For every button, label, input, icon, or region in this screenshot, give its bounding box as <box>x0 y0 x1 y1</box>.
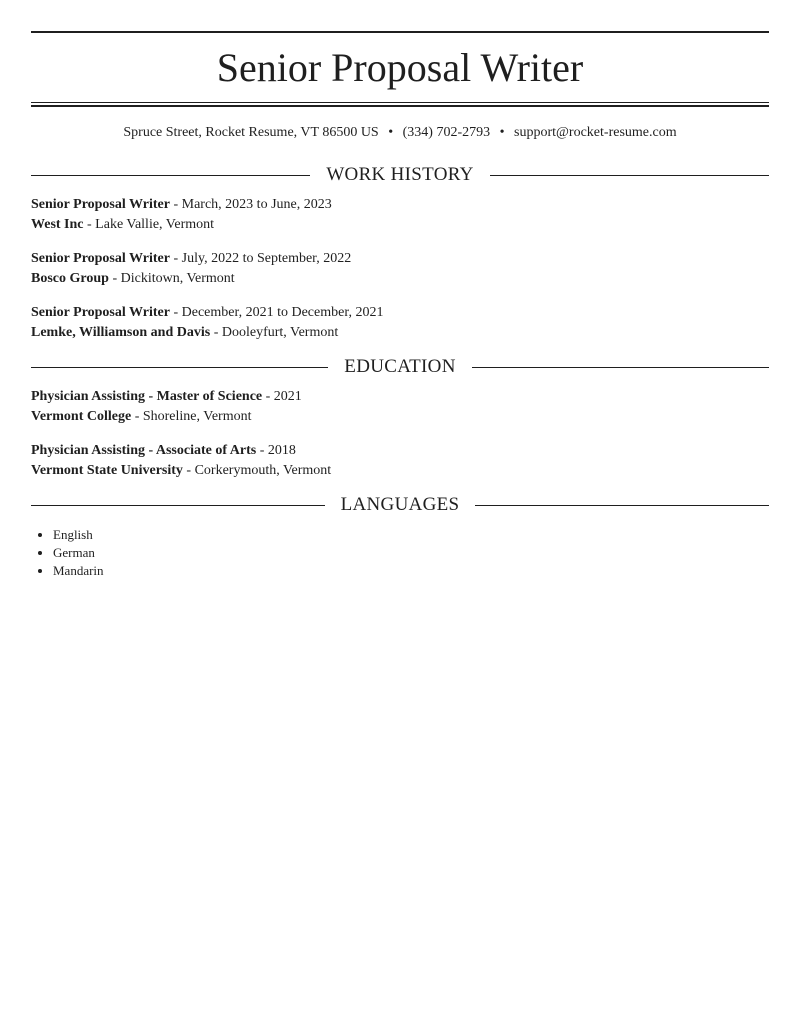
education-entry-heading <box>31 387 769 407</box>
dash: - <box>134 409 140 424</box>
work-entry-3 <box>31 303 769 343</box>
section-rule-right <box>490 175 769 176</box>
education-entry-heading <box>31 441 769 461</box>
section-rule-right <box>472 367 769 368</box>
education-entry-school <box>31 407 769 427</box>
school-location: Shoreline, Vermont <box>142 409 252 424</box>
job-title: Senior Proposal Writer <box>31 305 170 320</box>
employer-name: Bosco Group <box>31 271 109 286</box>
school-name: Vermont State University <box>31 463 183 478</box>
work-entry-1 <box>31 195 769 235</box>
language-list <box>31 526 104 580</box>
degree: Physician Assisting - Associate of Arts <box>31 443 257 458</box>
dash: - <box>87 217 92 232</box>
work-entry-2 <box>31 249 769 289</box>
job-dates: March, 2023 to June, 2023 <box>181 197 332 212</box>
section-rule-left <box>31 505 325 506</box>
top-rule <box>31 31 769 33</box>
section-title-work-history: WORK HISTORY <box>326 164 474 185</box>
employer-name: West Inc <box>31 217 84 232</box>
graduation-year: 2018 <box>267 443 296 458</box>
dash: - <box>173 251 179 266</box>
dash: - <box>173 305 179 320</box>
section-title-languages: LANGUAGES <box>340 494 460 515</box>
employer-location: Lake Vallie, Vermont <box>95 217 215 232</box>
degree: Physician Assisting - Master of Science <box>31 389 263 404</box>
education-entry-2 <box>31 441 769 481</box>
job-title: Senior Proposal Writer <box>31 251 170 266</box>
work-entry-employer <box>31 269 769 289</box>
title-rule-thick <box>31 105 769 107</box>
language-item: • English <box>53 526 104 544</box>
section-rule-left <box>31 367 328 368</box>
dash: - <box>186 463 192 478</box>
employer-name: Lemke, Williamson and Davis <box>31 325 211 340</box>
bullet-separator: • <box>388 125 394 140</box>
section-title-education: EDUCATION <box>344 356 456 377</box>
work-entry-employer <box>31 323 769 343</box>
section-rule-right <box>475 505 769 506</box>
job-title: Senior Proposal Writer <box>31 197 170 212</box>
work-entry-employer <box>31 215 769 235</box>
contact-phone: (334) 702-2793 <box>402 125 491 140</box>
contact-address: Spruce Street, Rocket Resume, VT 86500 US <box>123 125 379 140</box>
section-header-languages <box>31 494 769 516</box>
work-entry-heading <box>31 303 769 323</box>
school-location: Corkerymouth, Vermont <box>194 463 332 478</box>
dash: - <box>265 389 271 404</box>
dash: - <box>173 197 179 212</box>
bullet-separator: • <box>499 125 505 140</box>
dash: - <box>259 443 265 458</box>
page-title: Senior Proposal Writer <box>216 45 584 90</box>
graduation-year: 2021 <box>273 389 302 404</box>
employer-location: Dooleyfurt, Vermont <box>221 325 339 340</box>
section-header-education <box>31 356 769 378</box>
language-item: • Mandarin <box>53 562 104 580</box>
school-name: Vermont College <box>31 409 132 424</box>
job-dates: December, 2021 to December, 2021 <box>181 305 384 320</box>
work-entry-heading <box>31 195 769 215</box>
work-entry-heading <box>31 249 769 269</box>
title-rule-thin <box>31 102 769 103</box>
contact-email: support@rocket-resume.com <box>514 125 677 140</box>
section-header-work-history <box>31 164 769 186</box>
language-item: • German <box>53 544 104 562</box>
dash: - <box>112 271 118 286</box>
dash: - <box>213 325 219 340</box>
education-entry-school <box>31 461 769 481</box>
contact-line <box>31 124 769 142</box>
section-rule-left <box>31 175 310 176</box>
education-entry-1 <box>31 387 769 427</box>
employer-location: Dickitown, Vermont <box>120 271 235 286</box>
job-dates: July, 2022 to September, 2022 <box>181 251 352 266</box>
